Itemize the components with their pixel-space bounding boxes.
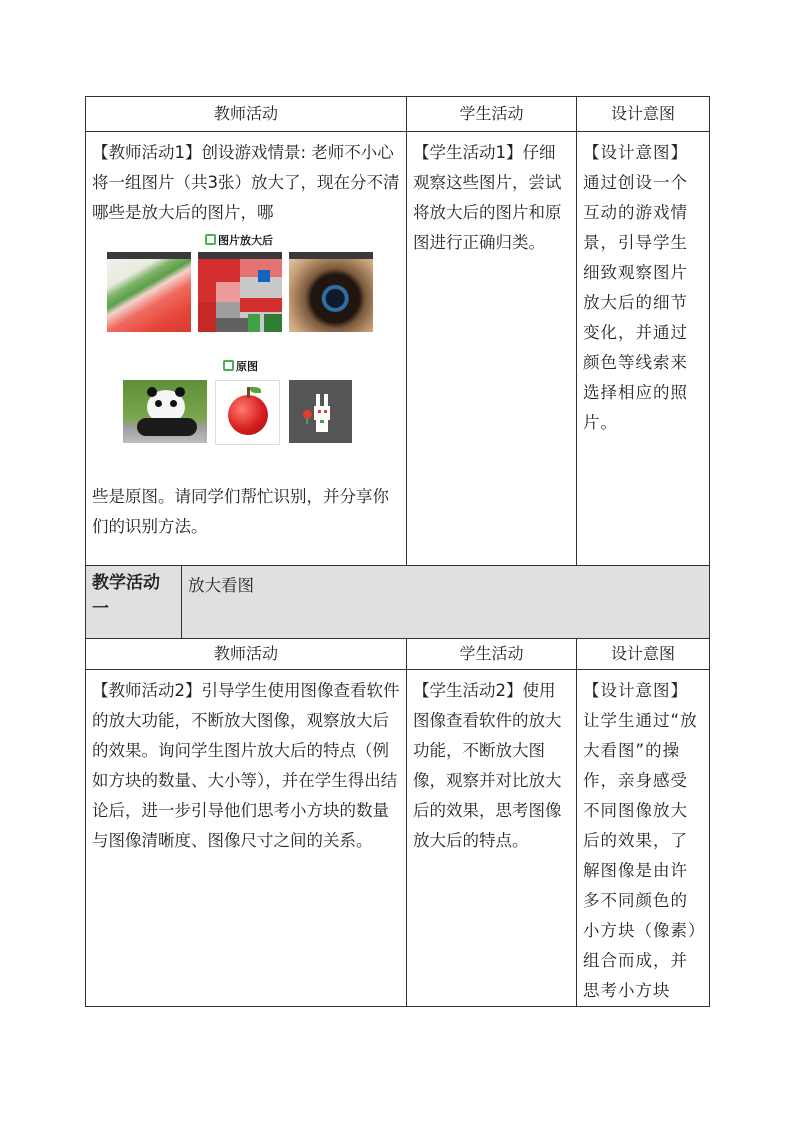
lesson-plan-table (85, 96, 710, 1007)
eye-zoom-image (289, 252, 373, 332)
teaching-activity-label: 教学活动一 (86, 566, 182, 639)
design-intent-1-cell (577, 132, 710, 566)
design-intent-2-text: 【设计意图】让学生通过“放大看图”的操作，亲身感受不同图像放大后的效果，了解图像是由许多不同颜色的小方块（像素）组合而成，并思考小方块 (583, 681, 698, 1000)
student-activity-2-text: 【学生活动2】使用图像查看软件的放大功能，不断放大图像，观察并对比放大后的效果，思考图像放大后的特点。 (413, 681, 562, 850)
teacher-activity-2-text: 【教师活动2】引导学生使用图像查看软件的放大功能，不断放大图像，观察放大后的效果。询问学生图片放大后的特点（例如方块的数量、大小等），并在学生得出结论后，进一步引导他们思考小方块的数量与图像清晰度、图像尺寸之间的关系。 (92, 681, 400, 850)
watermelon-zoom-image (107, 252, 191, 332)
teacher-activity-1-text-a: 【教师活动1】创设游戏情景: 老师不小心将一组图片（共3张）放大了，现在分不清哪些是放大后的图片，哪 (92, 143, 400, 222)
header-row-1 (86, 97, 710, 132)
image-gallery (92, 230, 400, 478)
student-activity-1-cell (407, 132, 577, 566)
teacher-activity-1-text-b: 些是原图。请同学们帮忙识别，并分享你们的识别方法。 (92, 487, 389, 536)
original-caption: 原图 (223, 360, 258, 374)
header-teacher-activity-2: 教师活动 (86, 639, 407, 670)
activity-row-1 (86, 132, 710, 566)
green-square-icon (223, 360, 234, 371)
enlarged-caption: 图片放大后 (205, 234, 273, 248)
panda-image (123, 380, 207, 443)
design-intent-1-text: 【设计意图】通过创设一个互动的游戏情景，引导学生细致观察图片放大后的细节变化，并通过颜色等线索来选择相应的照片。 (583, 143, 689, 432)
apple-image (215, 380, 280, 445)
green-square-icon (205, 234, 216, 245)
header-design-intent-2: 设计意图 (577, 639, 710, 670)
teacher-activity-1-cell (86, 132, 407, 566)
student-activity-2-cell (407, 670, 577, 1007)
activity-row-2 (86, 670, 710, 1007)
header-student-activity-2: 学生活动 (407, 639, 577, 670)
student-activity-1-text: 【学生活动1】仔细观察这些图片，尝试将放大后的图片和原图进行正确归类。 (413, 143, 562, 252)
teaching-activity-1-row (86, 566, 710, 639)
pixel-rabbit-image (289, 380, 352, 443)
lesson-plan-sheet (85, 96, 709, 1007)
teacher-activity-2-cell (86, 670, 407, 1007)
header-teacher-activity: 教师活动 (86, 97, 407, 132)
header-row-2 (86, 639, 710, 670)
pixel-blocks-zoom-image (198, 252, 282, 332)
design-intent-2-cell (577, 670, 710, 1007)
header-student-activity: 学生活动 (407, 97, 577, 132)
header-design-intent: 设计意图 (577, 97, 710, 132)
teaching-activity-title: 放大看图 (182, 566, 710, 639)
